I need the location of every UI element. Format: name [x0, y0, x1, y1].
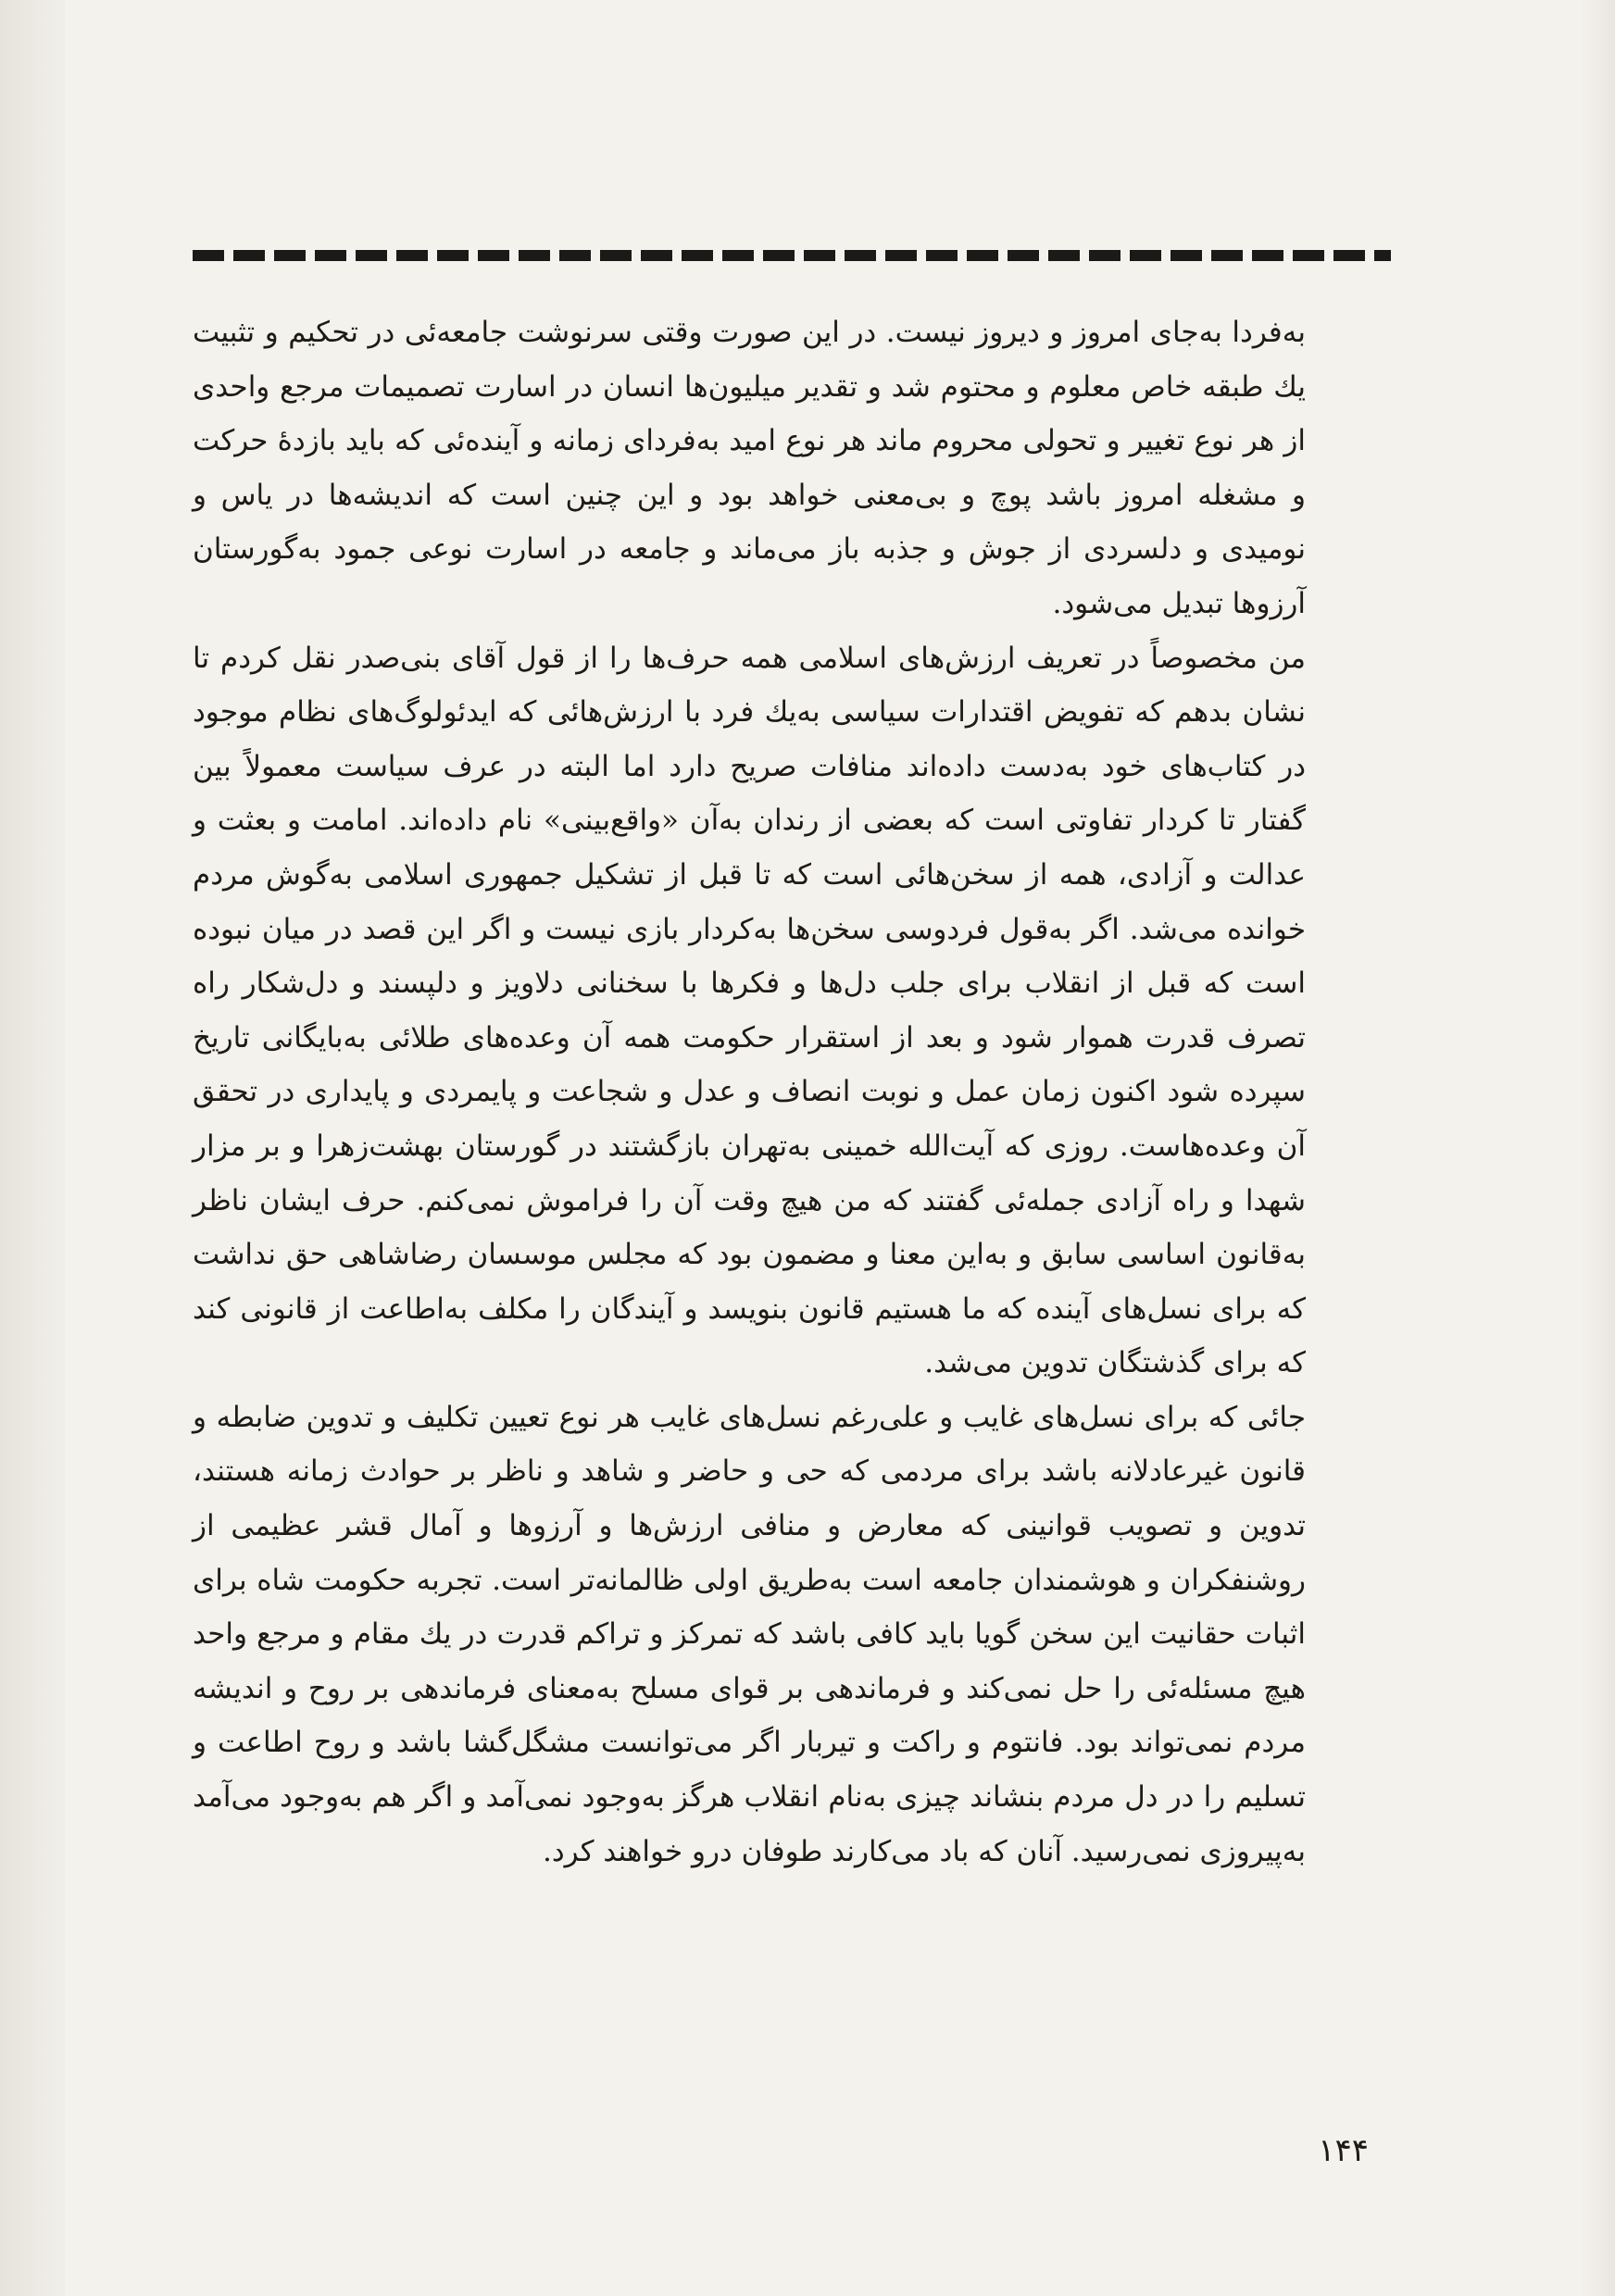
- page-edge-shadow: [0, 0, 65, 2296]
- body-text: [193, 306, 1306, 2120]
- paragraph-1: به‌فردا به‌جای امروز و دیروز نیست. در این صورت وقتی سرنوشت جامعه‌ئی در تحکیم و تثبیت یك طبقه خاص معلوم و محتوم شد و تقدیر میلیون‌ها انسان در اسارت تصمیمات مرجع واحدی از هر نوع تغییر و تحولی محروم ماند هر نوع امید به‌فردای زمانه و آینده‌ئی که باید بازدهٔ حرکت و مشغله امروز باشد پوچ و بی‌معنی خواهد بود و این چنین است که اندیشه‌ها در یاس و نومیدی و دلسردی از جوش و جذبه باز می‌ماند و جامعه در اسارت نوعی جمود به‌گورستان آرزوها تبدیل می‌شود.: [193, 316, 1306, 620]
- paragraph-2: من مخصوصاً در تعریف ارزش‌های اسلامی همه حرف‌ها را از قول آقای بنی‌صدر نقل کردم تا نشان بدهم که تفویض اقتدارات سیاسی به‌یك فرد با ارزش‌هائی که ایدئولوگ‌های نظام موجود در کتاب‌های خود به‌دست داده‌اند منافات صریح دارد اما البته در عرف سیاست معمولاً بین گفتار تا کردار تفاوتی است که بعضی از رندان به‌آن «واقع‌بینی» نام داده‌اند. امامت و بعثت و عدالت و آزادی، همه از سخن‌هائی است که تا قبل از تشکیل جمهوری اسلامی به‌گوش مردم خوانده می‌شد. اگر به‌قول فردوسی سخن‌ها به‌کردار بازی نیست و اگر این قصد در میان نبوده است که قبل از انقلاب برای جلب دل‌ها و فکرها با سخنانی دلاویز و دلپسند و دل‌شکار راه تصرف قدرت هموار شود و بعد از استقرار حکومت همه آن وعده‌های طلائی به‌بایگانی تاریخ سپرده شود اکنون زمان عمل و نوبت انصاف و عدل و شجاعت و پایمردی و پایداری در تحقق آن وعده‌هاست. روزی که آیت‌الله خمینی به‌تهران بازگشتند در گورستان بهشت‌زهرا و بر مزار شهدا و راه آزادی جمله‌ئی گفتند که من هیچ وقت آن را فراموش نمی‌کنم. حرف ایشان ناظر به‌قانون اساسی سابق و به‌این معنا و مضمون بود که مجلس موسسان رضاشاهی حق نداشت که برای نسل‌های آینده که ما هستیم قانون بنویسد و آیندگان را مکلف به‌اطاعت از قانونی کند که برای گذشتگان تدوین می‌شد.: [193, 641, 1307, 1380]
- page-number: ۱۴۴: [1318, 2132, 1369, 2169]
- paragraph-3: جائی که برای نسل‌های غایب و علی‌رغم نسل‌های غایب هر نوع تعیین تکلیف و تدوین ضابطه و قانون غیرعادلانه باشد برای مردمی که حی و حاضر و شاهد و ناظر بر حوادث زمانه هستند، تدوین و تصویب قوانینی که معارض و منافی ارزش‌ها و آرزوها و آمال قشر عظیمی از روشنفکران و هوشمندان جامعه است به‌طریق اولی ظالمانه‌تر است. تجربه حکومت شاه برای اثبات حقانیت این سخن گویا باید کافی باشد که تمرکز و تراکم قدرت در یك مقام و مرجع واحد هیچ مسئله‌ئی را حل نمی‌کند و فرماندهی بر قوای مسلح به‌معنای فرماندهی بر روح و اندیشه مردم نمی‌تواند بود. فانتوم و راکت و تیربار اگر می‌توانست مشگل‌گشا باشد و روح اطاعت و تسلیم را در دل مردم بنشاند چیزی به‌نام انقلاب هرگز به‌وجود نمی‌آمد و اگر هم به‌وجود می‌آمد به‌پیروزی نمی‌رسید. آنان که باد می‌کارند طوفان درو خواهند کرد.: [193, 1400, 1306, 1868]
- dashed-header-rule: [193, 250, 1391, 261]
- page-edge-right: [1578, 0, 1615, 2296]
